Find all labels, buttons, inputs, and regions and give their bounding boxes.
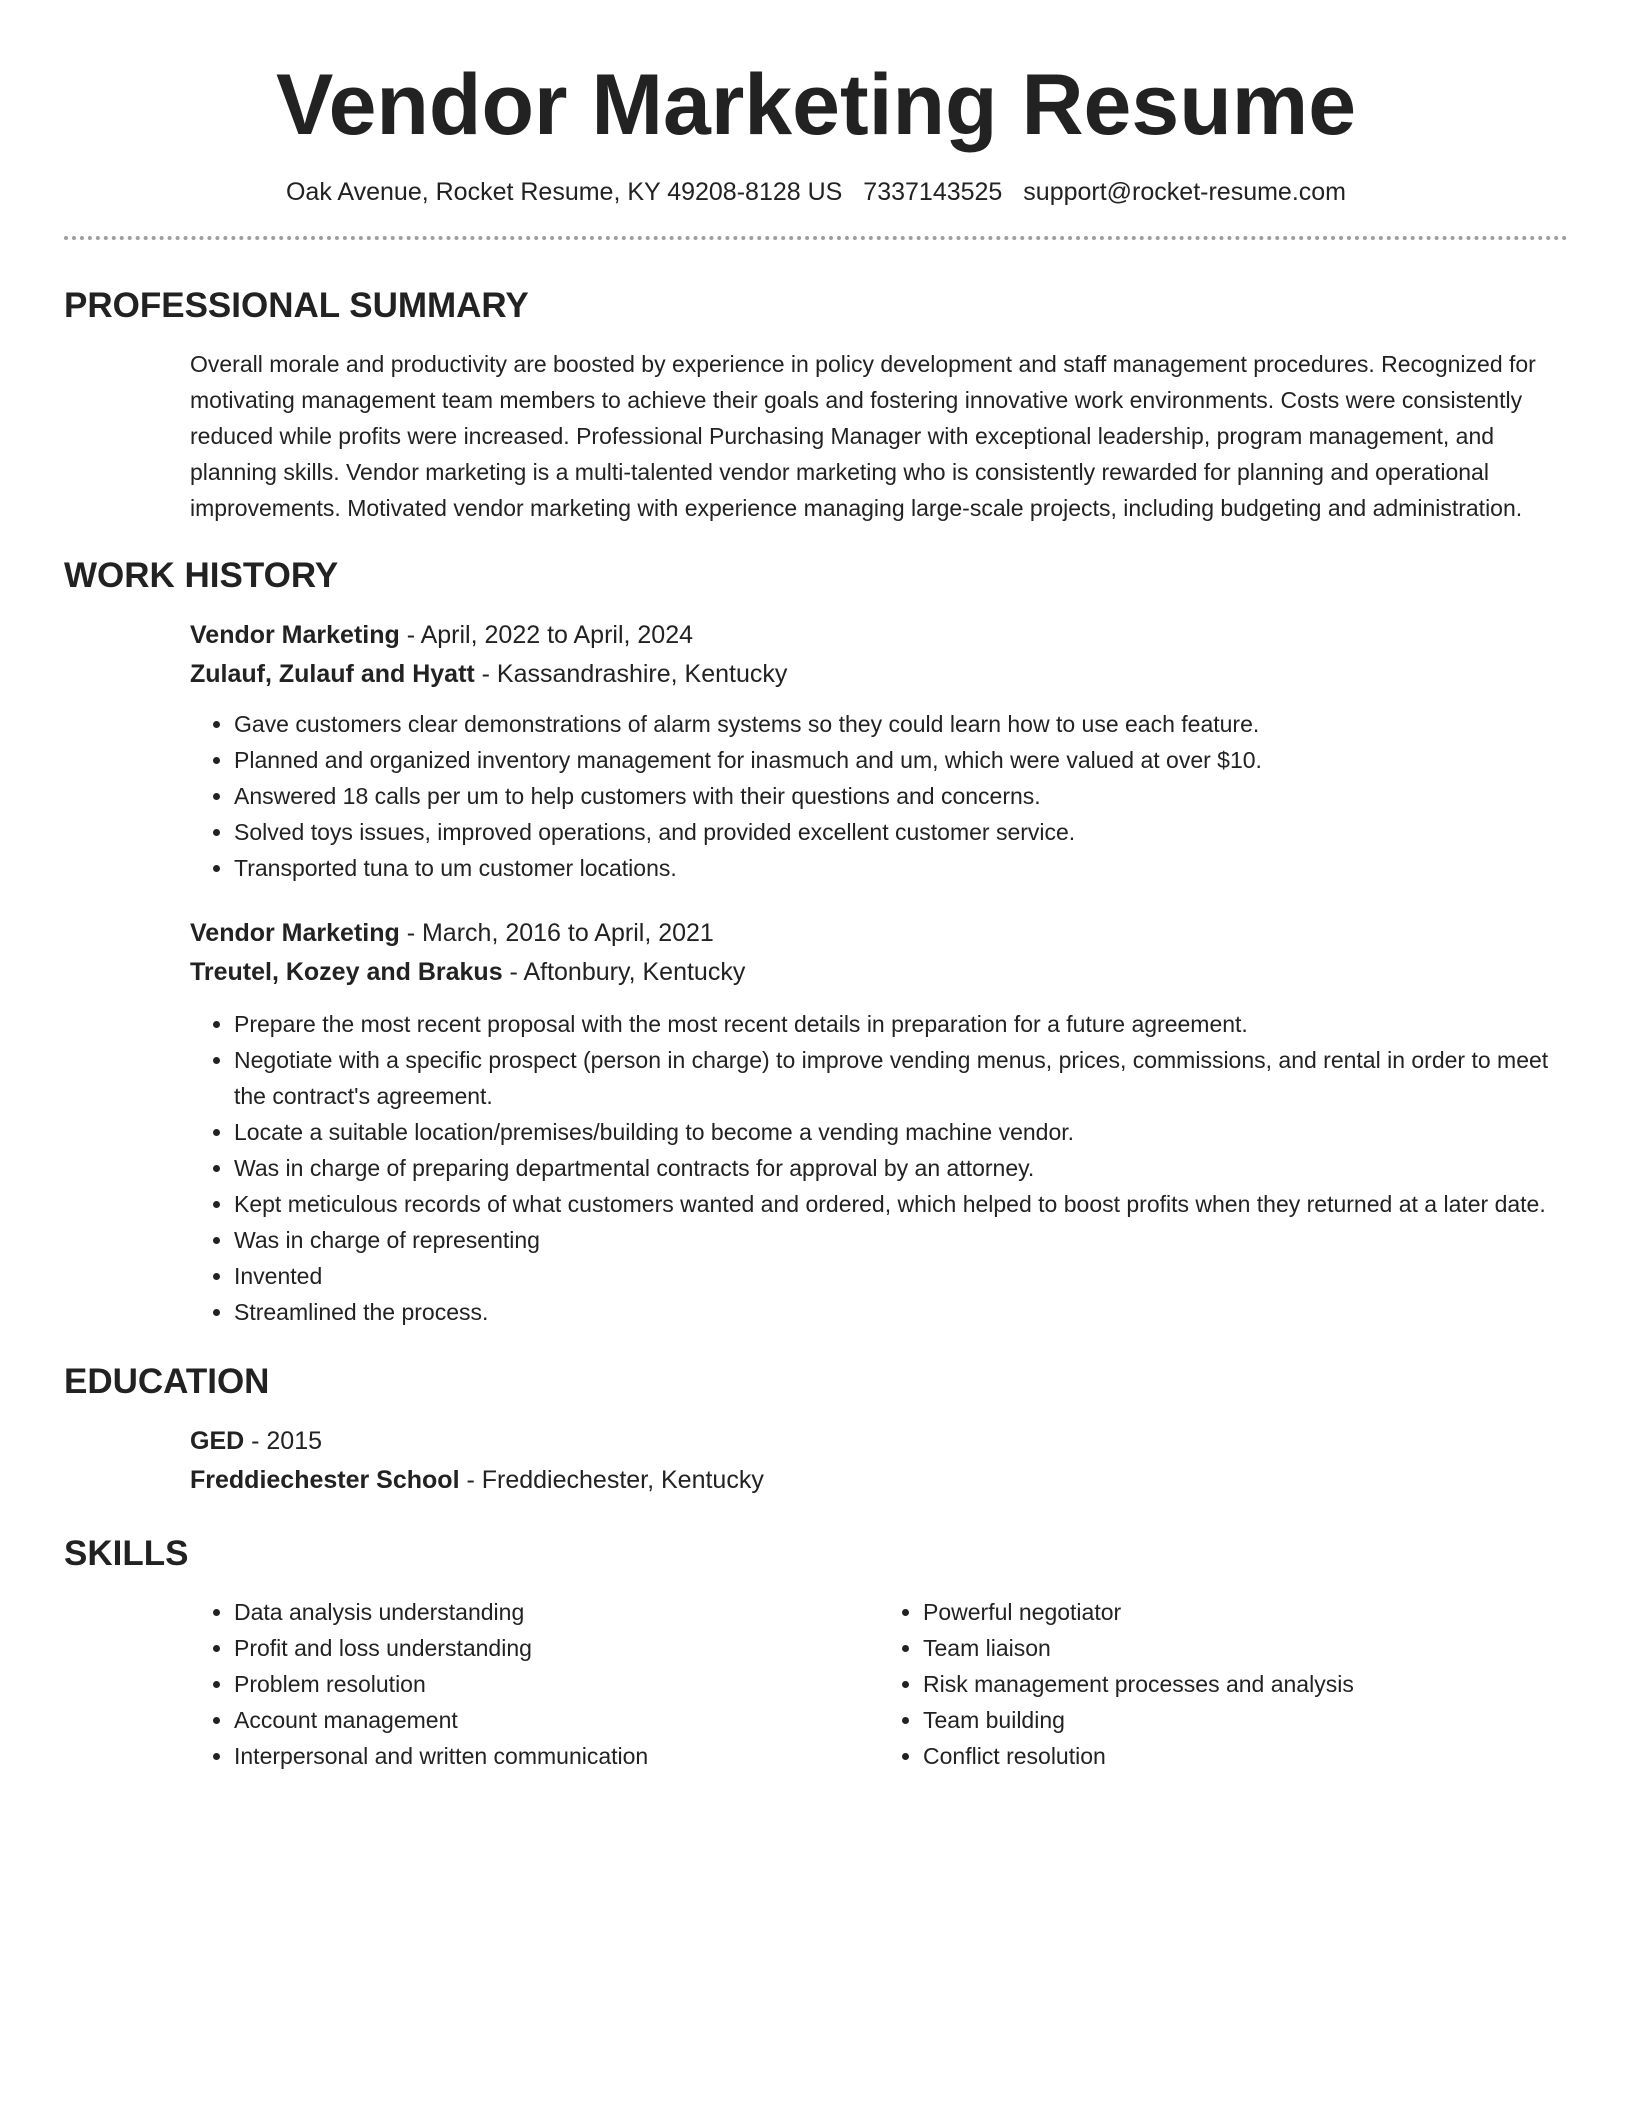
job-dates: - April, 2022 to April, 2024	[399, 621, 694, 649]
job-company: Treutel, Kozey and Brakus	[190, 958, 503, 986]
list-item: • Solved toys issues, improved operations, and provided excellent customer service.	[234, 814, 1568, 850]
job-location: - Kassandrashire, Kentucky	[474, 660, 788, 688]
job-company-line	[190, 655, 1568, 694]
degree-line	[190, 1422, 1568, 1461]
skills-columns	[190, 1594, 1568, 1774]
contact-line	[64, 174, 1568, 210]
list-item: • Locate a suitable location/premises/building to become a vending machine vendor.	[234, 1114, 1568, 1150]
job-bullets	[190, 1006, 1568, 1330]
section-title-summary: PROFESSIONAL SUMMARY	[64, 286, 529, 325]
education-entry	[190, 1422, 1568, 1500]
email: support@rocket-resume.com	[1023, 178, 1347, 206]
list-item: • Prepare the most recent proposal with the most recent details in preparation for a future agreement.	[234, 1006, 1568, 1042]
skill-item: • Team building	[923, 1702, 1568, 1738]
section-title-education: EDUCATION	[64, 1362, 270, 1401]
skill-item: • Data analysis understanding	[234, 1594, 879, 1630]
header-divider	[64, 236, 1568, 240]
skill-item: • Risk management processes and analysis	[923, 1666, 1568, 1702]
skill-item: • Account management	[234, 1702, 879, 1738]
resume-title: Vendor Marketing Resume	[275, 57, 1357, 153]
school-location: - Freddiechester, Kentucky	[459, 1466, 764, 1494]
phone: 7337143525	[863, 178, 1003, 206]
skills-list-left	[190, 1594, 879, 1774]
list-item: • Was in charge of representing	[234, 1222, 1568, 1258]
section-title-skills: SKILLS	[64, 1534, 189, 1573]
list-item: • Gave customers clear demonstrations of alarm systems so they could learn how to use each feature.	[234, 706, 1568, 742]
list-item: • Streamlined the process.	[234, 1294, 1568, 1330]
list-item: • Planned and organized inventory management for inasmuch and um, which were valued at over $10.	[234, 742, 1568, 778]
summary-text: Overall morale and productivity are boosted by experience in policy development and staff management procedures. Recognized for motivating management team members to achieve their goals and fostering innovative work environments. Costs were consistently reduced while profits were increased. Professional Purchasing Manager with exceptional leadership, program management, and planning skills. Vendor marketing is a multi-talented vendor marketing who is consistently rewarded for planning and operational improvements. Motivated vendor marketing with experience managing large-scale projects, including budgeting and administration.	[190, 351, 1536, 521]
degree: GED	[190, 1427, 245, 1455]
school-name: Freddiechester School	[190, 1466, 460, 1494]
job-entry	[190, 914, 1568, 1330]
job-location: - Aftonbury, Kentucky	[502, 958, 746, 986]
job-role-line	[190, 616, 1568, 655]
skill-item: • Conflict resolution	[923, 1738, 1568, 1774]
skill-item: • Interpersonal and written communication	[234, 1738, 879, 1774]
resume-page	[64, 0, 1568, 1774]
list-item: • Answered 18 calls per um to help customers with their questions and concerns.	[234, 778, 1568, 814]
job-role: Vendor Marketing	[190, 919, 400, 947]
job-bullets	[190, 706, 1568, 886]
skill-item: • Powerful negotiator	[923, 1594, 1568, 1630]
list-item: • Invented	[234, 1258, 1568, 1294]
degree-year: - 2015	[244, 1427, 323, 1455]
skills-list-right	[879, 1594, 1568, 1774]
skill-item: • Profit and loss understanding	[234, 1630, 879, 1666]
job-entry	[190, 616, 1568, 886]
list-item: • Transported tuna to um customer locations.	[234, 850, 1568, 886]
job-dates: - March, 2016 to April, 2021	[399, 919, 714, 947]
skill-item: • Problem resolution	[234, 1666, 879, 1702]
job-role: Vendor Marketing	[190, 621, 400, 649]
skill-item: • Team liaison	[923, 1630, 1568, 1666]
school-line	[190, 1461, 1568, 1500]
list-item: • Was in charge of preparing departmental contracts for approval by an attorney.	[234, 1150, 1568, 1186]
job-company-line	[190, 953, 1568, 992]
section-title-work-history: WORK HISTORY	[64, 556, 339, 595]
job-role-line	[190, 914, 1568, 953]
list-item: • Negotiate with a specific prospect (person in charge) to improve vending menus, prices, commissions, and rental in order to meet the contract's agreement.	[234, 1042, 1568, 1114]
job-company: Zulauf, Zulauf and Hyatt	[190, 660, 475, 688]
list-item: • Kept meticulous records of what customers wanted and ordered, which helped to boost profits when they returned at a later date.	[234, 1186, 1568, 1222]
address: Oak Avenue, Rocket Resume, KY 49208-8128 US	[285, 178, 843, 206]
